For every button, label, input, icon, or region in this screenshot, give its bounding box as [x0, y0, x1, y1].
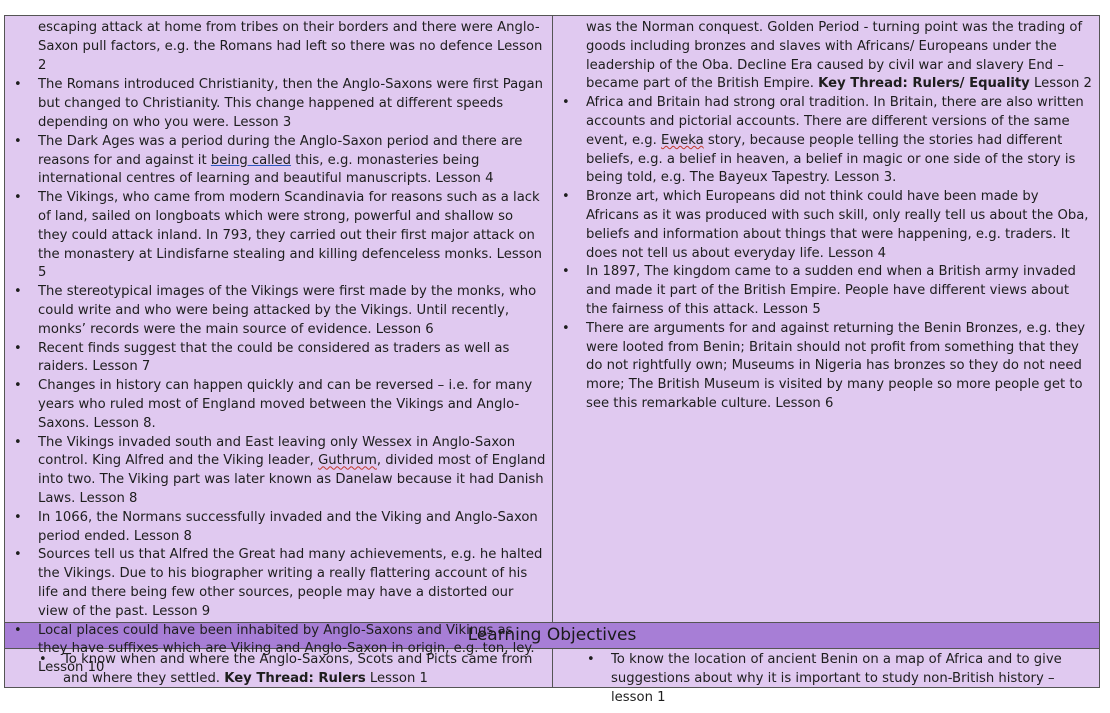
left-continuation: escaping attack at home from tribes on their borders and there were Anglo-Saxon pull factors, e.g. the Romans had left so there was no defence Lesson 2	[38, 20, 543, 73]
list-item: • The Romans introduced Christianity, then the Anglo-Saxons were first Pagan but changed to Christianity. This change happened at different speeds depending on who you were. Lesson 3	[5, 76, 552, 132]
objective-text: To know when and where the Anglo-Saxons, Scots and Picts came from and where they settled.	[63, 652, 533, 686]
continuation-text: was the Norman conquest. Golden Period - turning point was the trading of goods including bronzes and slaves with Africans/ Europeans under the leadership of the Oba. Decline Era caused by civil war and slavery End – became part of the British Empire.	[586, 20, 1083, 92]
item-text: Africa and Britain had strong oral tradition. In Britain, there are also written accounts and pictorial accounts. There are different versions of the same event, e.g.	[586, 95, 1084, 148]
list-item: • Bronze art, which Europeans did not think could have been made by Africans as it was produced with such skill, only really tell us about the Oba, beliefs and information about things that were happening, e.g. traders. It does not tell us about everyday life. Lesson 4	[553, 188, 1099, 263]
lesson-ref: Lesson 2	[1029, 76, 1092, 92]
list-item: • There are arguments for and against returning the Benin Bronzes, e.g. they were looted from Benin; Britain should not profit from something that they do not rightfully own; Museums in Nigeria has bronzes so they do not need more; The British Museum is visited by many people so more people get to see this remarkable culture. Lesson 6	[553, 320, 1099, 414]
spellcheck-word: Guthrum	[318, 453, 377, 469]
item-text: this, e.g. monasteries being international centres of learning and beautiful manuscripts. Lesson 4	[38, 152, 494, 187]
list-item	[5, 133, 552, 189]
left-bullet-list	[5, 76, 552, 678]
list-item	[5, 434, 552, 509]
underlined-phrase: being called	[210, 152, 292, 168]
learning-objectives-heading: Learning Objectives	[5, 622, 1099, 649]
list-item: • In 1066, the Normans successfully invaded and the Viking and Anglo-Saxon period ended. Lesson 8	[5, 509, 552, 547]
item-text: The Vikings invaded south and East leaving only Wessex in Anglo-Saxon control. King Alfred and the Viking leader,	[38, 434, 516, 469]
key-thread-label: Key Thread: Rulers/ Equality	[818, 76, 1030, 92]
lesson-table	[4, 15, 1100, 705]
list-item: • In 1897, The kingdom came to a sudden end when a British army invaded and made it part of the British Empire. People have different views about the fairness of this attack. Lesson 5	[553, 263, 1099, 319]
list-item: • Local places could have been inhabited by Anglo-Saxons and Vikings as they have suffixes which are Viking and Anglo-Saxon in origin, e.g. ton, ley. Lesson 10	[5, 622, 552, 678]
item-text: The Dark Ages was a period during the Anglo-Saxon period and there are reasons for and against it	[38, 133, 523, 168]
key-thread-label: Key Thread: Rulers	[224, 670, 366, 686]
right-continuation	[553, 19, 1099, 94]
list-item: • The stereotypical images of the Vikings were first made by the monks, who could write and who were being attacked by the Vikings. Until recently, monks’ records were the main source of evidence. Lesson 6	[5, 283, 552, 339]
right-bullet-list	[553, 94, 1099, 414]
list-item: • Sources tell us that Alfred the Great had many achievements, e.g. he halted the Vikings. Due to his biographer writing a really flattering account of his life and there being few other sources, people may have a distorted our view of the past. Lesson 9	[5, 546, 552, 621]
lesson-ref: Lesson 1	[365, 670, 428, 686]
objective-item	[5, 651, 552, 689]
list-item: • The Vikings, who came from modern Scandinavia for reasons such as a lack of land, sailed on longboats which were strong, powerful and shallow so they could attack inland. In 793, they carried out their first major attack on the monastery at Lindisfarne stealing and killing defenceless monks. Lesson 5	[5, 189, 552, 283]
list-item	[553, 94, 1099, 188]
item-text: story, because people telling the stories had different beliefs, e.g. a belief in heaven, a belief in magic or one side of the story is being told, e.g. The Bayeux Tapestry. Lesson 3.	[586, 132, 1076, 186]
objective-item: • To know the location of ancient Benin on a map of Africa and to give suggestions about why it is important to study non-British history – lesson 1	[553, 651, 1099, 707]
objectives-row	[5, 649, 1099, 705]
objective-right-cell	[553, 649, 1099, 705]
list-item: • Changes in history can happen quickly and can be reversed – i.e. for many years who ruled most of England moved between the Vikings and Anglo-Saxons. Lesson 8.	[5, 377, 552, 433]
objective-list	[5, 651, 552, 689]
item-text: , divided most of England into two. The Viking part was later known as Danelaw because it had Danish Laws. Lesson 8	[38, 453, 546, 506]
list-item: • Recent finds suggest that the could be considered as traders as well as raiders. Lesson 7	[5, 340, 552, 378]
spellcheck-word: Eweka	[661, 132, 704, 148]
objective-left-cell	[5, 649, 553, 687]
objective-list	[553, 651, 1099, 707]
right-column	[553, 16, 1099, 622]
